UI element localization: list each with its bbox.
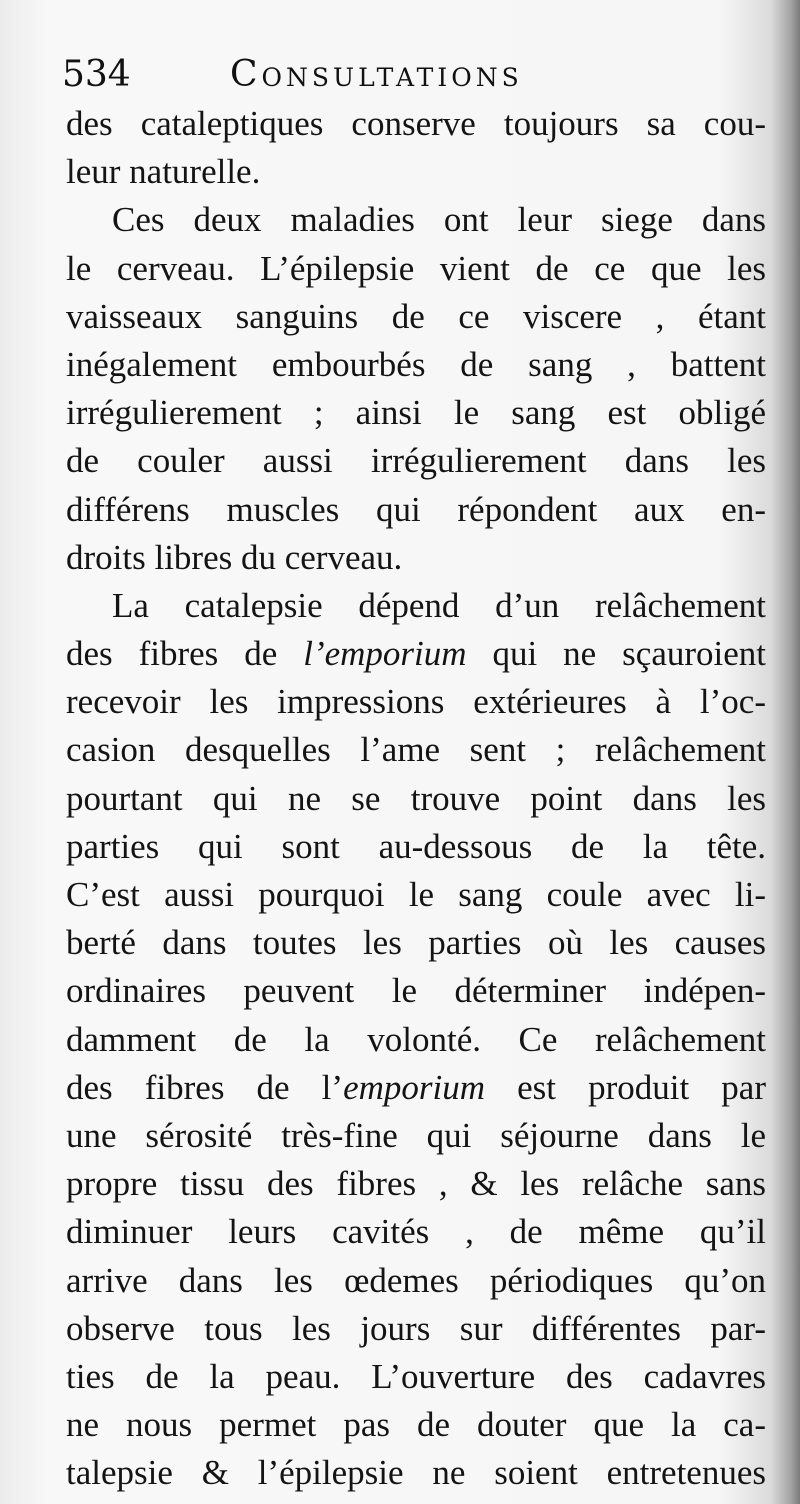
text-line: diminuer leurs cavités , de même qu’il xyxy=(66,1212,766,1252)
text-line: propre tissu des fibres , & les relâche sans xyxy=(66,1164,766,1204)
text-segment: des fibres de xyxy=(66,634,304,674)
text-line: droits libres du cerveau. xyxy=(66,537,403,577)
text-line: Ces deux maladies ont leur siege dans xyxy=(112,200,766,240)
text-line: ties de la peau. L’ouverture des cadavres xyxy=(66,1356,766,1396)
text-segment: est produit par xyxy=(485,1067,766,1107)
text-segment: qui ne sçauroient xyxy=(466,634,766,674)
text-line: damment de la volonté. Ce relâchement xyxy=(66,1019,766,1059)
text-line: pourtant qui ne se trouve point dans les xyxy=(66,778,766,818)
text-line: une sérosité très-fine qui séjourne dans le xyxy=(66,1115,766,1155)
italic-term: l’emporium xyxy=(303,634,467,674)
text-line: casion desquelles l’ame sent ; relâchement xyxy=(66,730,766,770)
text-line: talepsie & l’épilepsie ne soient entretenues xyxy=(66,1453,766,1493)
text-line: inégalement embourbés de sang , battent xyxy=(66,344,766,384)
text-line: de couler aussi irrégulierement dans les xyxy=(66,441,766,481)
text-line: berté dans toutes les parties où les causes xyxy=(66,923,766,963)
text-line: ne nous permet pas de douter que la ca- xyxy=(66,1405,766,1445)
text-line: C’est aussi pourquoi le sang coule avec li- xyxy=(66,875,766,914)
text-line: vaisseaux sanguins de ce viscere , étant xyxy=(66,296,766,336)
gutter-shadow xyxy=(770,0,800,1504)
text-line: différens muscles qui répondent aux en- xyxy=(66,489,766,529)
page-number: 534 xyxy=(62,54,131,95)
text-segment: des fibres de l’ xyxy=(66,1067,344,1107)
text-line: parties qui sont au-dessous de la tête. xyxy=(66,826,766,866)
text-line: le cerveau. L’épilepsie vient de ce que les xyxy=(66,248,766,288)
text-line: leur naturelle. xyxy=(66,152,261,192)
text-line: La catalepsie dépend d’un relâchement xyxy=(112,585,766,625)
text-line: recevoir les impressions extérieures à l’oc- xyxy=(66,682,766,722)
text-line: ordinaires peuvent le déterminer indépen- xyxy=(66,971,766,1011)
page-header xyxy=(62,52,762,102)
text-line xyxy=(66,630,766,678)
body-text xyxy=(66,100,766,1497)
text-line: irrégulierement ; ainsi le sang est obligé xyxy=(66,393,766,433)
text-line: arrive dans les œdemes périodiques qu’on xyxy=(66,1260,766,1300)
text-line: des cataleptiques conserve toujours sa cou- xyxy=(66,104,766,143)
running-head: Consultations xyxy=(230,54,523,95)
italic-term: emporium xyxy=(343,1067,486,1107)
text-line xyxy=(66,1064,766,1112)
text-line: observe tous les jours sur différentes par- xyxy=(66,1308,766,1348)
